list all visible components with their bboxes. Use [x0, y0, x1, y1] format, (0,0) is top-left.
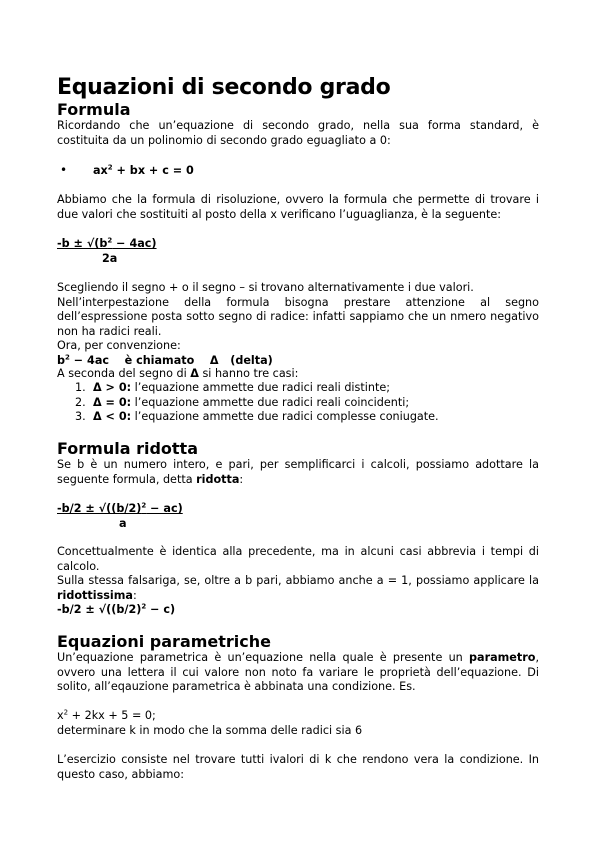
section-heading: Equazioni parametriche: [57, 632, 272, 651]
page-title: Equazioni di secondo grado: [57, 75, 391, 100]
formula-numerator: $-b/2 \pm √((b/2)^2 - ac)$: [57, 501, 183, 515]
reduced-reduced-formula: $-b/2 \pm √((b/2)^2 - c)$: [57, 602, 176, 616]
section-parametric-heading: [57, 632, 539, 651]
list-item: 1. Δ > 0: l’equazione ammette due radici reali distinte;: [75, 381, 390, 394]
formula-denominator: 2a: [102, 251, 118, 265]
delta-definition: $b^2 - 4ac$ è chiamato Δ (delta): [57, 352, 273, 367]
section-reduced-heading: [57, 439, 539, 458]
formula-numerator: $-b \pm √(b^2 - 4ac)$: [57, 236, 157, 250]
exercise-paragraph: L’esercizio consiste nel trovare tutti ivalori di k che rendono vera la condizione. In questo caso, abbiamo:: [57, 753, 539, 781]
cases-list: [57, 381, 539, 425]
reduced-intro: Se b è un numero intero, e pari, per semplificarci i calcoli, possiamo adottare la seguente formula, detta ridotta:: [57, 458, 539, 486]
reduced-explanation: Concettualmente è identica alla precedente, ma in alcuni casi abbrevia i tempi di calcolo. Sulla stessa falsariga, se, oltre a b pari, abbiamo anche a = 1, possiamo applicare la ridottissima:: [57, 545, 539, 602]
list-item: 3. Δ < 0: l’equazione ammette due radici complesse coniugate.: [75, 410, 439, 423]
intro-paragraph: Ricordando che un’equazione di secondo grado, nella sua forma standard, è costituita da un polinomio di secondo grado eguagliato a 0:: [57, 119, 539, 147]
cases-intro: A seconda del segno di Δ si hanno tre casi:: [57, 367, 299, 380]
example-equation: $x^2 + 2kx + 5 = 0$;: [57, 708, 156, 722]
section-heading: Formula ridotta: [57, 439, 198, 458]
reduced-formula: [57, 502, 539, 531]
sign-paragraph: Scegliendo il segno + o il segno – si trovano alternativamente i due valori. Nell’interpestazione della formula bisogna prestare attenzione al segno dell’espressione posta sotto segno di radice: infatti sappiamo che un nmero negativo non ha radici reali. Ora, per convenzione: $b^2 - 4ac$ è chiamato Δ (delta): [57, 281, 539, 367]
quadratic-formula: [57, 237, 539, 266]
list-item: 2. Δ = 0: l’equazione ammette due radici reali coincidenti;: [75, 395, 410, 409]
bullet-icon: •: [60, 163, 68, 177]
parametric-intro: Un’equazione parametrica è un’equazione nella quale è presente un parametro, ovvero una lettera il cui valore non noto fa variare le proprietà dell’equazione. Di solito, all’eqauzione parametrica è abbinata una condizione. Es.: [57, 651, 539, 693]
solving-paragraph: Abbiamo che la formula di risoluzione, ovvero la formula che permette di trovare i due valori che sostituiti al posto della x verificano l’uguaglianza, è la seguente:: [57, 193, 539, 221]
formula-denominator: a: [119, 516, 127, 530]
standard-form-equation: $ax^2$ + bx + c = 0: [93, 163, 194, 177]
section-formula-heading: [57, 100, 539, 119]
section-heading: Formula: [57, 100, 131, 119]
parametric-example: $x^2 + 2kx + 5 = 0$; determinare k in modo che la somma delle radici sia 6: [57, 709, 539, 738]
